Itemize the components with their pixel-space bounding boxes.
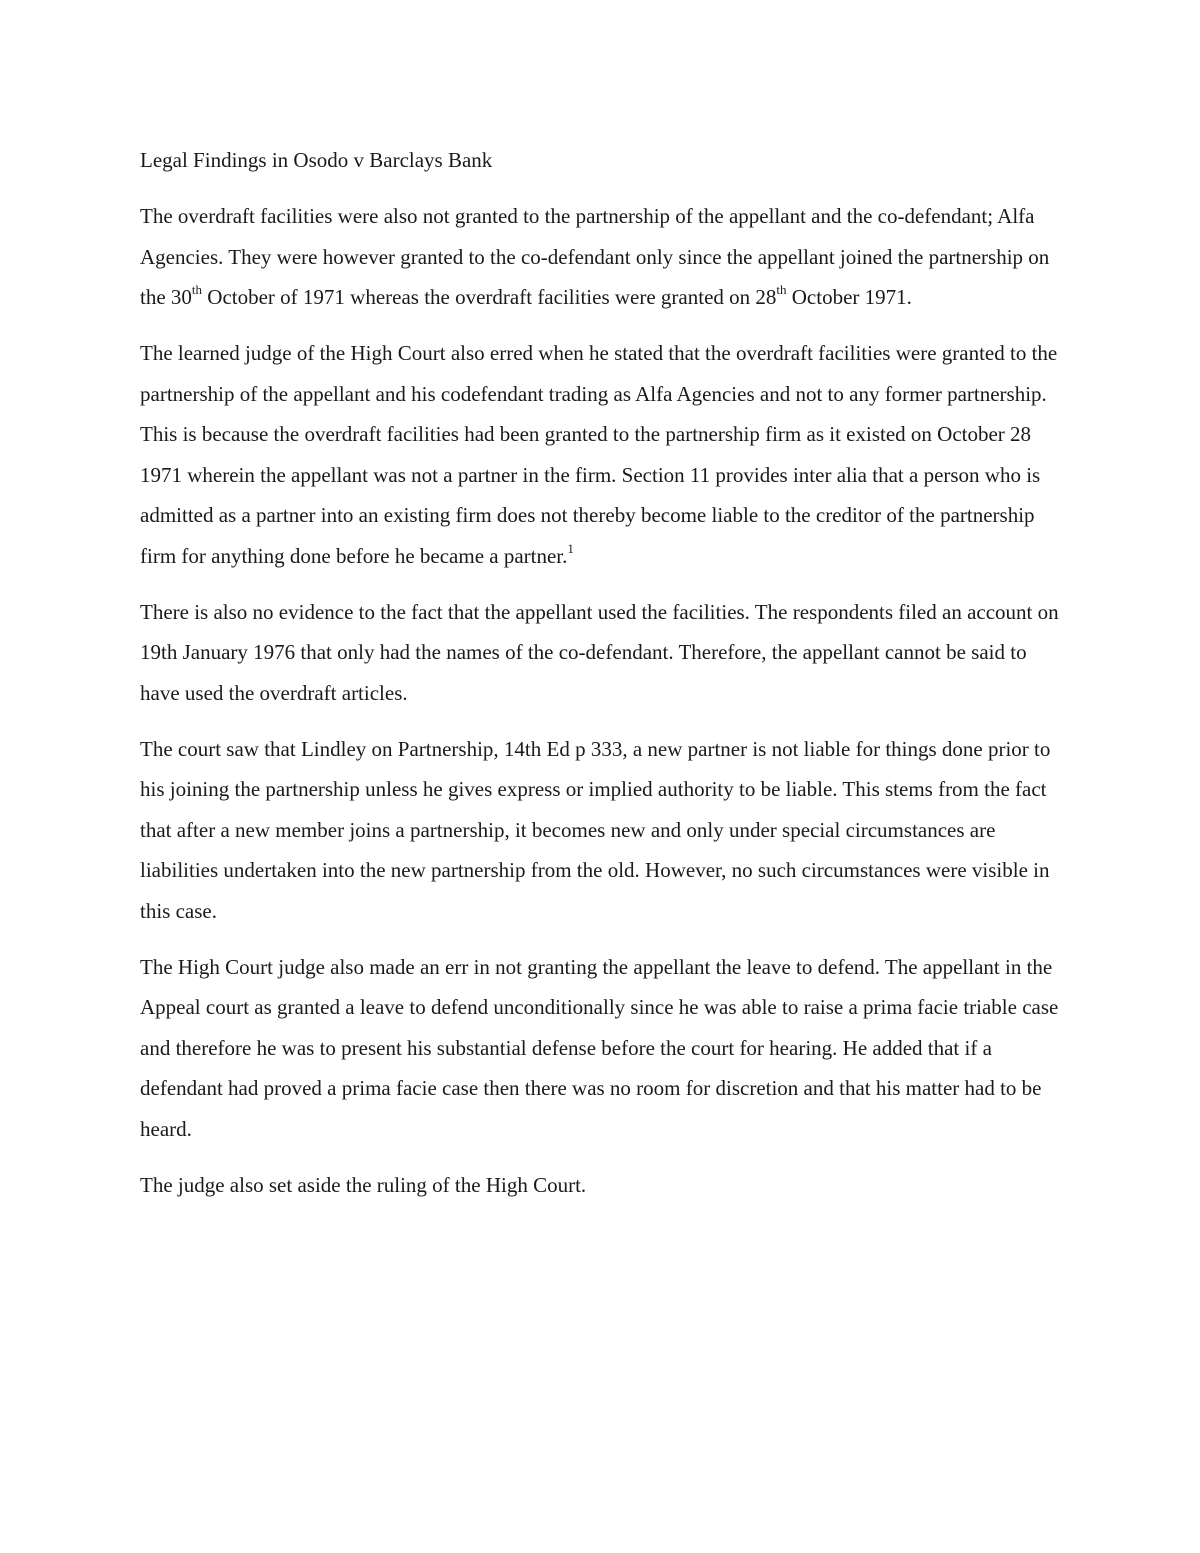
paragraph-2-text: The learned judge of the High Court also erred when he stated that the overdraft facilities were granted to the partnership of the appellant and his codefendant trading as Alfa Agencies and not to any former partnership. This is because the overdraft facilities had been granted to the partnership firm as it existed on October 28 1971 wherein the appellant was not a partner in the firm. Section 11 provides inter alia that a person who is admitted as a partner into an existing firm does not thereby become liable to the creditor of the partnership firm for anything done before he became a partner. [140,341,1058,568]
paragraph-6: The judge also set aside the ruling of the High Court. [140,1172,587,1197]
paragraph-1-text-a: The overdraft facilities were also not granted to the partnership of the appellant and the co-defendant; Alfa Agencies. They were however granted to the co-defendant only since the appellant joined the partnership on the 30 [140,204,1050,309]
superscript-ordinal: th [776,282,787,297]
document-body [140,140,1060,1221]
footnote-reference[interactable]: 1 [567,540,574,556]
paragraph-1 [140,196,1060,318]
superscript-ordinal: th [191,282,203,297]
paragraph-5: The High Court judge also made an err in not granting the appellant the leave to defend. The appellant in the Appeal court as granted a leave to defend unconditionally since he was able to raise a prima facie triable case and therefore he was to present his substantial defense before the court for hearing. He added that if a defendant had proved a prima facie case then there was no room for discretion and that his matter had to be heard. [140,954,1059,1141]
paragraph-1-text-b: October of 1971 whereas the overdraft facilities were granted on 28 [202,285,777,309]
paragraph-4: The court saw that Lindley on Partnership, 14th Ed p 333, a new partner is not liable for things done prior to his joining the partnership unless he gives express or implied authority to be liable. This stems from the fact that after a new member joins a partnership, it becomes new and only under special circumstances are liabilities undertaken into the new partnership from the old. However, no such circumstances were visible in this case. [140,736,1051,923]
paragraph-3: There is also no evidence to the fact that the appellant used the facilities. The respondents filed an account on 19th January 1976 that only had the names of the co-defendant. Therefore, the appellant cannot be said to have used the overdraft articles. [140,599,1059,705]
document-title: Legal Findings in Osodo v Barclays Bank [140,148,493,172]
paragraph-1-text-c: October 1971. [786,285,912,309]
paragraph-2 [140,333,1060,576]
